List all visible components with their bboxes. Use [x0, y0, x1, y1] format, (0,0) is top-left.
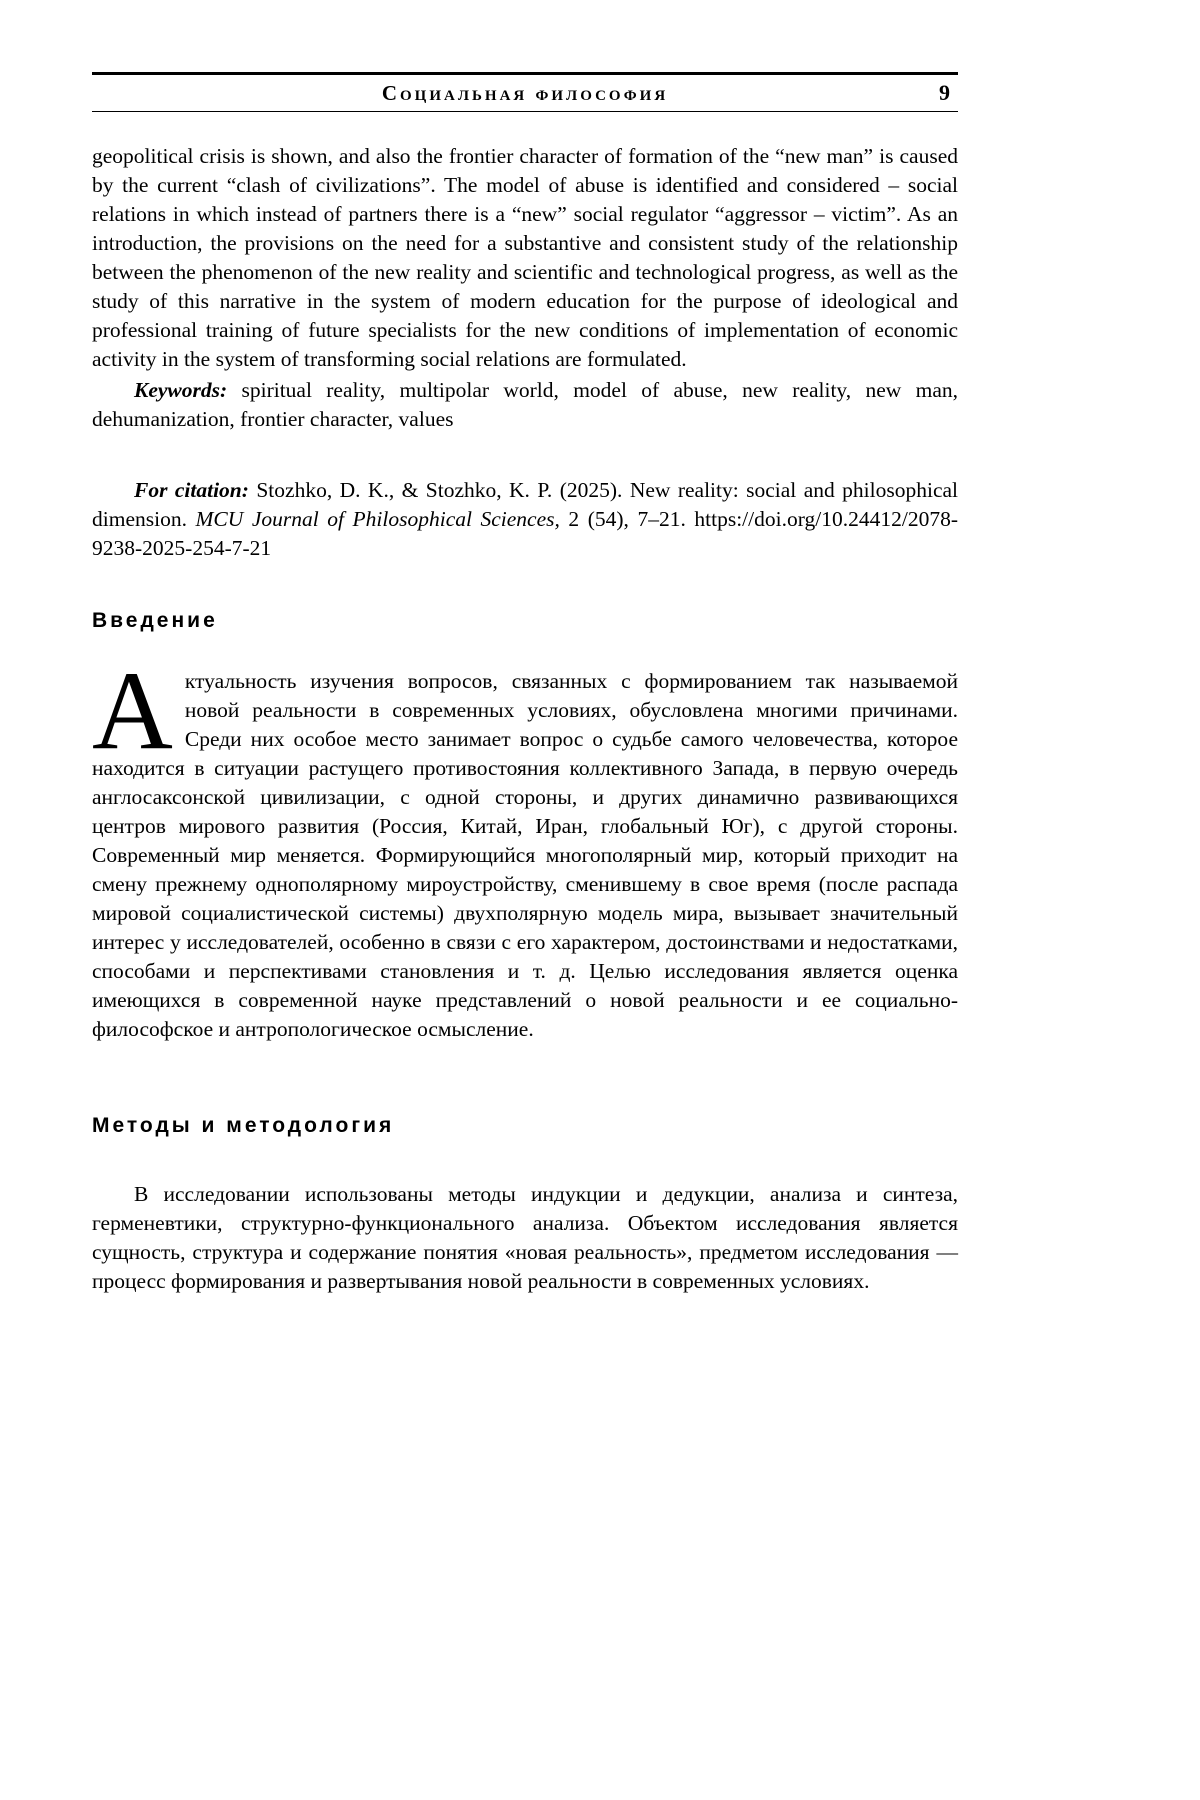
keywords-paragraph	[92, 376, 958, 434]
abstract-paragraph: geopolitical crisis is shown, and also the frontier character of formation of the “new man” is caused by the current “clash of civilizations”. The model of abuse is identified and considered – social relations in which instead of partners there is a “new” social regulator “aggressor – victim”. As an introduction, the provisions on the need for a substantive and consistent study of the relationship between the phenomenon of the new reality and scientific and technological progress, as well as the study of this narrative in the system of modern education for the purpose of ideological and professional training of future specialists for the new conditions of implementation of economic activity in the system of transforming social relations are formulated.	[92, 144, 958, 371]
citation-label: For citation:	[134, 478, 249, 502]
citation-doi-text: 2 (54), 7–21. https://doi.org/10.24412/2078-9238-2025-254-7-21	[92, 507, 958, 560]
introduction-text: ктуальность изучения вопросов, связанных с формированием так называемой новой реальности в современных условиях, обусловлена многими причинами. Среди них особое место занимает вопрос о судьбе самого человечества, которое находится в ситуации растущего противостояния коллективного Запада, в первую очередь англосаксонской цивилизации, с одной стороны, и других динамично развивающихся центров мирового развития (Россия, Китай, Иран, глобальный Юг), с другой стороны. Современный мир меняется. Формирующийся многополярный мир, который приходит на смену прежнему однополярному мироустройству, сменившему в свое время (после распада мировой социалистической системы) двухполярную модель мира, вызывает значительный интерес у исследователей, особенно в связи с его характером, достоинствами и недостатками, способами и перспективами становления и т. д. Целью исследования является оценка имеющихся в современной науке представлений о новой реальности и ее социально-философское и антропологическое осмысление.	[92, 669, 958, 1041]
header-rule-bottom	[92, 111, 958, 112]
journal-name: MCU Journal of Philosophical Sciences,	[195, 507, 560, 531]
keywords-label: Keywords:	[134, 378, 228, 402]
drop-cap-letter: А	[92, 649, 173, 773]
page-header	[92, 75, 958, 111]
keywords-text: spiritual reality, multipolar world, model of abuse, new reality, new man, dehumanization, frontier character, values	[92, 378, 958, 431]
page-content	[92, 0, 958, 1296]
page-number: 9	[939, 80, 950, 105]
heading-introduction: Введение	[92, 609, 218, 632]
methods-paragraph: В исследовании использованы методы индукции и дедукции, анализа и синтеза, герменевтики, структурно-функционального анализа. Объектом исследования является сущность, структура и содержание понятия «новая реальность», предметом исследования — процесс формирования и развертывания новой реальности в современных условиях.	[92, 1182, 958, 1293]
introduction-paragraph	[92, 649, 958, 1044]
citation-authors-text: Stozhko, D. K., & Stozhko, K. P. (2025). New reality: social and philosophical dimension.	[92, 478, 959, 531]
heading-methods: Методы и методология	[92, 1114, 395, 1137]
running-title: Социальная философия	[381, 80, 669, 105]
citation-paragraph	[92, 476, 958, 563]
